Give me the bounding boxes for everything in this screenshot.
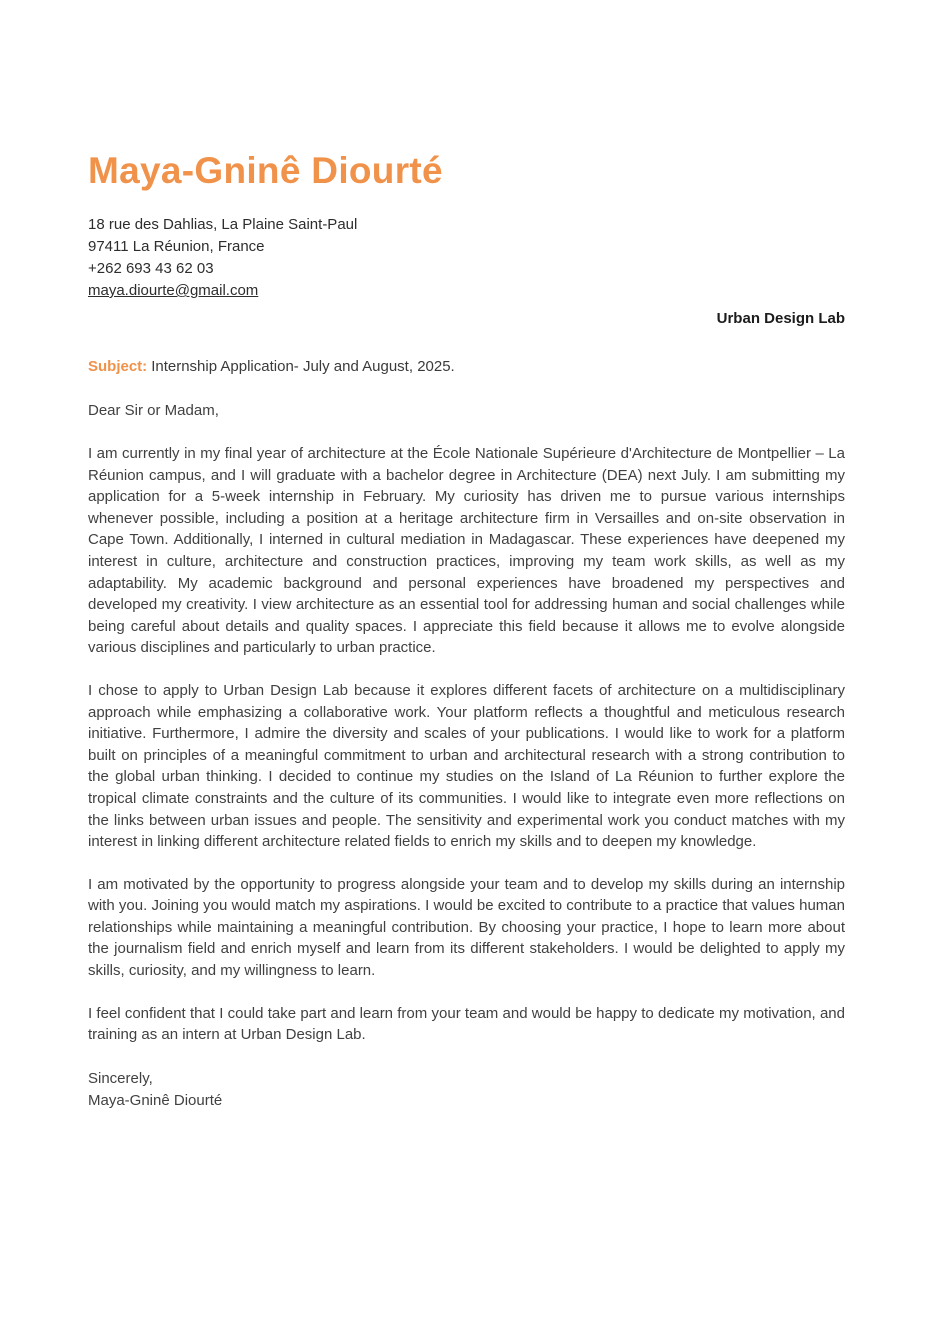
closing-block <box>88 1068 845 1112</box>
paragraph-conclusion: I feel confident that I could take part and learn from your team and would be happy to dedicate my motivation, and training as an intern at Urban Design Lab. <box>88 1004 845 1044</box>
closing-salutation: Sincerely, <box>88 1069 153 1087</box>
phone-number: +262 693 43 62 03 <box>88 260 214 277</box>
email-link[interactable]: maya.diourte@gmail.com <box>88 282 259 299</box>
address-line-2: 97411 La Réunion, France <box>88 238 265 255</box>
subject-text: Internship Application- July and August, 2025. <box>151 358 455 375</box>
sender-name-heading: Maya-Gninê Diourté <box>88 150 443 191</box>
contact-block <box>88 214 845 302</box>
subject-label: Subject: <box>88 358 148 375</box>
recipient-name: Urban Design Lab <box>716 310 845 327</box>
paragraph-motivation-personal: I am motivated by the opportunity to progress alongside your team and to develop my skills during an internship with you. Joining you would match my aspirations. I would be excited to contribute to a practice that values human relationships while maintaining a meaningful contribution. By choosing your practice, I hope to learn more about the journalism field and enrich myself and learn from its different stakeholders. I would be delighted to apply my skills, curiosity, and my willingness to learn. <box>88 875 845 980</box>
signature-name: Maya-Gninê Diourté <box>88 1091 223 1109</box>
address-line-1: 18 rue des Dahlias, La Plaine Saint-Paul <box>88 216 358 233</box>
paragraph-introduction: I am currently in my final year of architecture at the École Nationale Supérieure d'Architecture de Montpellier – La Réunion campus, and I will graduate with a bachelor degree in Architecture (DEA) next July. I am submitting my application for a 5-week internship in February. My curiosity has driven me to pursue various internships whenever possible, including a position at a heritage architecture firm in Versailles and on-site observation in Cape Town. Additionally, I interned in cultural mediation in Madagascar. These experiences have deepened my interest in culture, architecture and construction practices, improving my team work skills, as well as my adaptability. My academic background and personal experiences have broadened my perspectives and developed my creativity. I view architecture as an essential tool for addressing human and social challenges while being careful about details and quality spaces. I appreciate this field because it allows me to evolve alongside various disciplines and particularly to urban practice. <box>88 445 845 657</box>
letter-body <box>88 443 845 1046</box>
greeting: Dear Sir or Madam, <box>88 402 219 419</box>
subject-line <box>88 356 845 378</box>
paragraph-motivation-company: I chose to apply to Urban Design Lab because it explores different facets of architecture on a multidisciplinary approach while emphasizing a collaborative work. Your platform reflects a thoughtful and meticulous research initiative. Furthermore, I admire the diversity and scales of your publications. I would like to work for a platform built on principles of a meaningful commitment to urban and architectural research with a strong contribution to the global urban thinking. I decided to continue my studies on the Island of La Réunion to further explore the tropical climate constraints and the culture of its communities. I would like to integrate even more reflections on the links between urban issues and people. The sensitivity and experimental work you conduct matches with my interest in linking different architecture related fields to enrich my skills and to deepen my knowledge. <box>88 681 845 851</box>
